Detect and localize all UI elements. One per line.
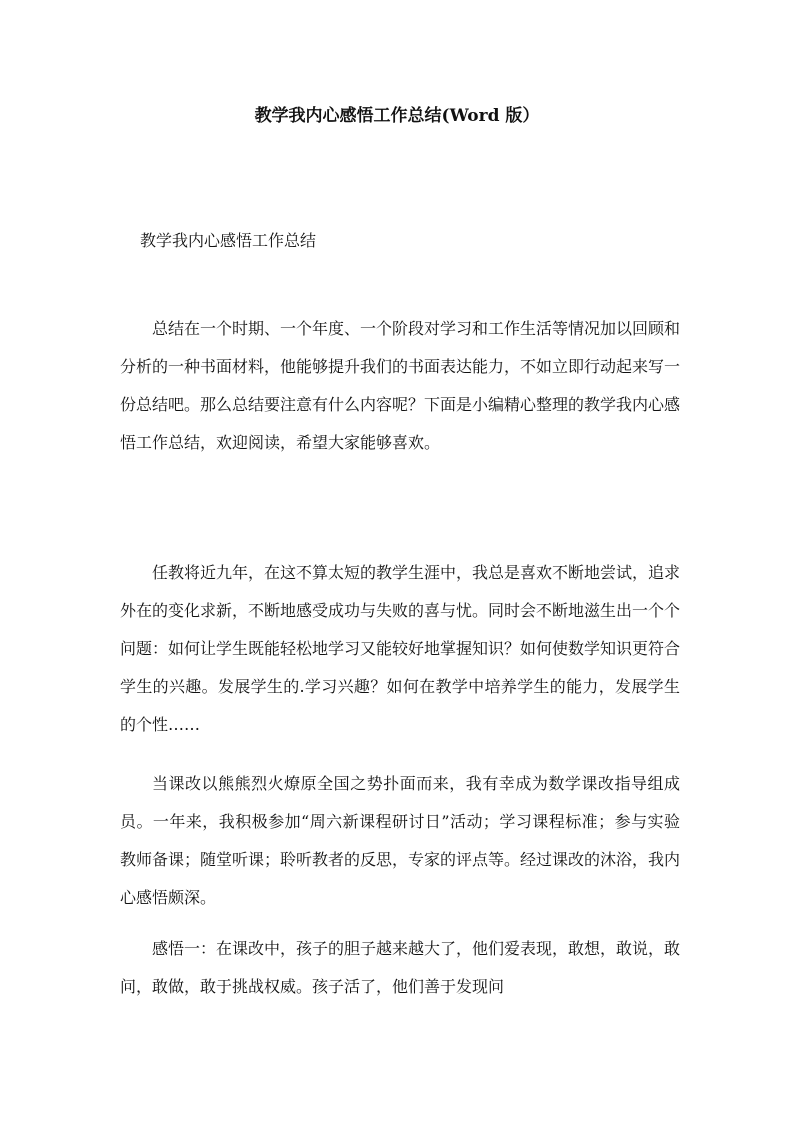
- paragraph-insight-one: 感悟一：在课改中，孩子的胆子越来越大了，他们爱表现，敢想，敢说，敢问，敢做，敢于挑战权威。孩子活了，他们善于发现问: [120, 939, 681, 996]
- paragraph-curriculum-reform: 当课改以熊熊烈火燎原全国之势扑面而来，我有幸成为数学课改指导组成员。一年来，我积极参加“周六新课程研讨日”活动；学习课程标准；参与实验教师备课；随堂听课；聆听教者的反思，专家的评点等。经过课改的沐浴，我内心感悟颇深。: [120, 774, 681, 907]
- paragraph-teaching-experience: 任教将近九年，在这不算太短的教学生涯中，我总是喜欢不断地尝试，追求外在的变化求新，不断地感受成功与失败的喜与忧。同时会不断地滋生出一个个问题：如何让学生既能轻松地学习又能较好地掌握知识？如何使数学知识更符合学生的兴趣。发展学生的.学习兴趣？如何在教学中培养学生的能力，发展学生的个性……: [120, 563, 681, 734]
- paragraph-intro: 总结在一个时期、一个年度、一个阶段对学习和工作生活等情况加以回顾和分析的一种书面材料，他能够提升我们的书面表达能力，不如立即行动起来写一份总结吧。那么总结要注意有什么内容呢？下面是小编精心整理的教学我内心感悟工作总结，欢迎阅读，希望大家能够喜欢。: [120, 319, 681, 452]
- document-title: 教学我内心感悟工作总结(Word 版）: [254, 106, 540, 126]
- document-subtitle: 教学我内心感悟工作总结: [140, 231, 317, 250]
